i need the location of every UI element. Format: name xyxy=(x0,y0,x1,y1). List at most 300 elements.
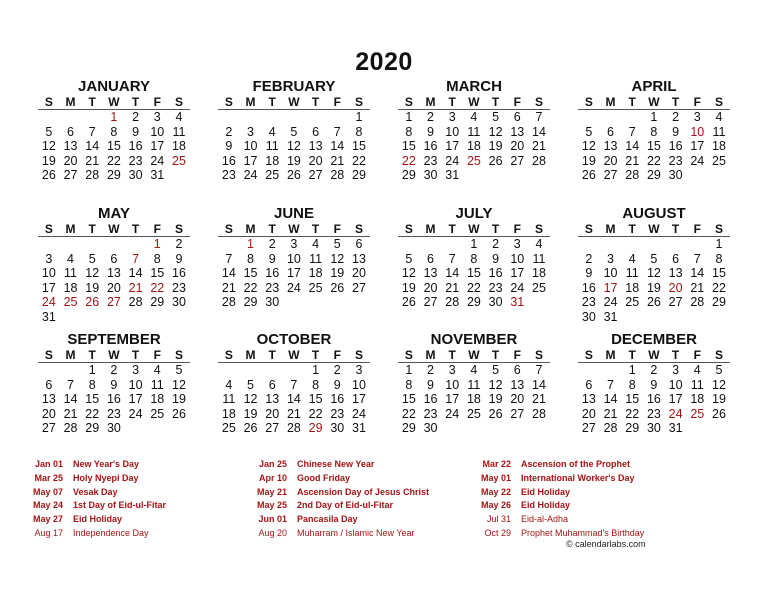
day-cell: 16 xyxy=(172,266,186,281)
week-row xyxy=(218,237,370,252)
weekday-label: M xyxy=(425,222,436,236)
holiday-name: Eid-al-Adha xyxy=(521,514,569,525)
day-cell: 20 xyxy=(265,406,280,421)
weekday-header xyxy=(38,348,190,363)
week-row xyxy=(38,310,190,325)
week-row xyxy=(218,110,370,125)
day-cell: 4 xyxy=(67,251,74,266)
day-cell: 24 xyxy=(150,153,165,168)
day-cell: 30 xyxy=(330,421,345,436)
day-cell: 12 xyxy=(41,139,56,154)
weekday-label: F xyxy=(693,222,701,236)
weekday-header xyxy=(38,222,190,237)
day-cell: 27 xyxy=(423,295,438,310)
day-cell: 3 xyxy=(693,110,701,124)
day-cell: 25 xyxy=(150,406,165,421)
day-cell: 26 xyxy=(488,406,503,421)
weekday-label: S xyxy=(224,222,233,236)
week-row xyxy=(398,252,550,267)
day-cell: 31 xyxy=(352,421,366,436)
week-row xyxy=(218,125,370,140)
day-cell: 25 xyxy=(712,153,726,168)
weekday-label: F xyxy=(693,95,701,109)
holiday-entry xyxy=(468,486,668,500)
weekday-label: W xyxy=(288,222,300,236)
day-cell: 22 xyxy=(106,153,121,168)
week-row xyxy=(218,407,370,422)
day-cell: 16 xyxy=(581,280,596,295)
month-october xyxy=(218,332,370,436)
day-cell: 6 xyxy=(672,251,680,266)
holiday-entry xyxy=(20,486,220,500)
week-row xyxy=(38,281,190,296)
day-cell: 18 xyxy=(625,280,640,295)
day-cell: 5 xyxy=(405,251,413,266)
day-cell: 1 xyxy=(650,110,658,124)
day-cell: 24 xyxy=(510,280,525,295)
holiday-entry xyxy=(244,513,444,527)
day-cell: 30 xyxy=(488,295,503,310)
holiday-date: Jul 31 xyxy=(486,514,511,525)
day-cell: 9 xyxy=(427,377,434,392)
empty-cell xyxy=(506,421,528,436)
weekday-label: T xyxy=(491,95,500,109)
day-cell: 16 xyxy=(488,266,503,281)
day-cell: 29 xyxy=(106,168,121,183)
holiday-date: Aug 17 xyxy=(34,527,63,538)
holiday-name: Eid Holiday xyxy=(73,514,123,525)
day-cell: 19 xyxy=(41,153,56,168)
day-cell: 20 xyxy=(63,153,78,168)
day-cell: 6 xyxy=(45,377,53,392)
weekday-label: S xyxy=(224,348,233,362)
week-row xyxy=(578,252,730,267)
month-march xyxy=(398,79,550,183)
day-cell: 9 xyxy=(672,124,680,139)
empty-cell xyxy=(485,421,507,436)
day-cell: 25 xyxy=(172,153,186,168)
empty-cell xyxy=(240,363,262,378)
week-row xyxy=(38,237,190,252)
day-cell: 6 xyxy=(268,377,276,392)
holiday-entry xyxy=(20,513,220,527)
credit-text: © calendarlabs.com xyxy=(566,539,646,549)
weekday-header xyxy=(398,222,550,237)
weekday-label: S xyxy=(714,348,723,362)
week-row xyxy=(578,392,730,407)
empty-cell xyxy=(125,421,147,436)
day-cell: 30 xyxy=(581,309,596,324)
day-cell: 23 xyxy=(423,406,438,421)
empty-cell xyxy=(326,295,348,310)
weekday-header xyxy=(398,95,550,110)
day-cell: 9 xyxy=(175,251,183,266)
weekday-label: M xyxy=(605,348,616,362)
day-cell: 17 xyxy=(128,392,143,407)
weekday-label: S xyxy=(404,348,413,362)
week-row xyxy=(578,378,730,393)
day-cell: 17 xyxy=(445,139,460,154)
day-cell: 2 xyxy=(427,363,434,377)
day-cell: 11 xyxy=(64,266,78,281)
day-cell: 22 xyxy=(150,280,165,295)
weekday-label: M xyxy=(605,95,616,109)
day-cell: 12 xyxy=(581,139,596,154)
day-cell: 25 xyxy=(690,406,705,421)
empty-cell xyxy=(60,110,82,125)
week-row xyxy=(218,295,370,310)
day-cell: 30 xyxy=(423,168,438,183)
day-cell: 14 xyxy=(690,266,705,281)
day-cell: 27 xyxy=(352,280,366,295)
empty-cell xyxy=(485,168,507,183)
empty-cell xyxy=(103,310,125,325)
day-cell: 12 xyxy=(646,266,661,281)
empty-cell xyxy=(708,168,730,183)
week-row xyxy=(218,266,370,281)
holiday-date: May 25 xyxy=(256,500,287,511)
day-cell: 9 xyxy=(492,251,500,266)
month-name: OCTOBER xyxy=(256,331,332,348)
day-cell: 15 xyxy=(150,266,165,281)
weekday-label: S xyxy=(584,95,593,109)
day-cell: 15 xyxy=(243,266,258,281)
day-cell: 22 xyxy=(401,406,416,421)
week-row xyxy=(38,154,190,169)
week-row xyxy=(38,407,190,422)
day-cell: 26 xyxy=(712,406,726,421)
weekday-label: T xyxy=(131,222,140,236)
day-cell: 24 xyxy=(445,406,460,421)
empty-cell xyxy=(528,421,550,436)
week-row xyxy=(218,139,370,154)
holiday-date: Oct 29 xyxy=(484,527,511,538)
day-cell: 17 xyxy=(668,392,683,407)
day-cell: 20 xyxy=(510,392,525,407)
day-cell: 27 xyxy=(265,421,280,436)
day-cell: 29 xyxy=(308,421,323,436)
day-cell: 7 xyxy=(132,251,140,266)
day-cell: 15 xyxy=(308,392,323,407)
month-august xyxy=(578,206,730,325)
weekday-label: T xyxy=(88,95,96,109)
day-cell: 28 xyxy=(532,406,546,421)
day-cell: 13 xyxy=(308,139,323,154)
weekday-header xyxy=(578,95,730,110)
day-cell: 24 xyxy=(128,406,143,421)
day-cell: 5 xyxy=(247,377,254,392)
day-cell: 21 xyxy=(63,406,78,421)
day-cell: 23 xyxy=(172,280,186,295)
holiday-column xyxy=(468,458,668,541)
day-cell: 10 xyxy=(150,124,165,139)
day-cell: 23 xyxy=(668,153,683,168)
holiday-name: New Year's Day xyxy=(73,459,140,469)
holiday-name: Ascension Day of Jesus Christ xyxy=(297,486,430,497)
day-cell: 29 xyxy=(85,421,100,436)
day-cell: 1 xyxy=(312,363,320,377)
week-row xyxy=(398,295,550,310)
day-cell: 22 xyxy=(243,280,258,295)
day-cell: 17 xyxy=(150,139,165,154)
day-cell: 6 xyxy=(312,124,320,139)
day-cell: 20 xyxy=(668,280,683,295)
day-cell: 12 xyxy=(330,251,345,266)
empty-cell xyxy=(168,310,190,325)
empty-cell xyxy=(218,110,240,125)
weekday-label: F xyxy=(513,222,521,236)
month-name: DECEMBER xyxy=(611,331,697,348)
empty-cell xyxy=(305,295,327,310)
empty-cell xyxy=(81,110,103,125)
day-cell: 1 xyxy=(247,237,254,251)
weekday-label: F xyxy=(333,95,341,109)
day-cell: 1 xyxy=(628,363,636,377)
day-cell: 7 xyxy=(628,124,636,139)
day-cell: 10 xyxy=(243,139,258,154)
empty-cell xyxy=(125,310,147,325)
day-cell: 24 xyxy=(668,406,683,421)
day-cell: 25 xyxy=(221,421,236,436)
day-cell: 4 xyxy=(470,110,478,124)
weekday-label: S xyxy=(584,348,593,362)
empty-cell xyxy=(665,237,687,252)
weekday-label: T xyxy=(628,348,636,362)
empty-cell xyxy=(441,421,463,436)
week-row xyxy=(578,281,730,296)
weekday-label: M xyxy=(65,348,76,362)
holiday-entry xyxy=(244,486,444,500)
week-row xyxy=(398,125,550,140)
day-cell: 9 xyxy=(110,377,118,392)
empty-cell xyxy=(168,168,190,183)
day-cell: 21 xyxy=(603,406,618,421)
day-cell: 20 xyxy=(603,153,618,168)
day-cell: 18 xyxy=(172,139,186,154)
day-cell: 8 xyxy=(470,251,478,266)
day-cell: 1 xyxy=(715,237,723,251)
empty-cell xyxy=(218,237,240,252)
holiday-name: Ascension of the Prophet xyxy=(521,459,631,469)
day-cell: 5 xyxy=(45,124,53,139)
weekday-label: M xyxy=(245,348,256,362)
day-cell: 4 xyxy=(693,363,701,377)
week-row xyxy=(218,378,370,393)
day-cell: 21 xyxy=(330,153,345,168)
day-cell: 23 xyxy=(128,153,143,168)
day-cell: 28 xyxy=(625,168,640,183)
day-cell: 7 xyxy=(88,124,96,139)
day-cell: 23 xyxy=(330,406,345,421)
day-cell: 30 xyxy=(646,421,661,436)
day-cell: 23 xyxy=(646,406,661,421)
day-cell: 1 xyxy=(88,363,96,377)
weekday-label: W xyxy=(648,222,660,236)
weekday-label: S xyxy=(354,348,363,362)
day-cell: 18 xyxy=(221,406,236,421)
week-row xyxy=(38,110,190,125)
empty-cell xyxy=(261,363,283,378)
day-cell: 17 xyxy=(41,280,56,295)
day-cell: 6 xyxy=(67,124,74,139)
weekday-label: W xyxy=(108,222,120,236)
day-cell: 21 xyxy=(221,280,236,295)
week-row xyxy=(398,421,550,436)
day-cell: 3 xyxy=(247,124,254,139)
month-january xyxy=(38,79,190,183)
holiday-entry xyxy=(244,458,444,472)
day-cell: 28 xyxy=(85,168,100,183)
week-row xyxy=(38,421,190,436)
day-cell: 8 xyxy=(153,251,161,266)
day-cell: 29 xyxy=(150,295,165,310)
weekday-label: T xyxy=(88,348,96,362)
holiday-date: May 26 xyxy=(480,500,511,511)
day-cell: 6 xyxy=(513,363,521,377)
weekday-label: W xyxy=(288,348,300,362)
holiday-date: Aug 20 xyxy=(258,527,287,538)
day-cell: 26 xyxy=(581,168,596,183)
day-cell: 14 xyxy=(330,139,345,154)
holiday-date: May 24 xyxy=(32,500,63,511)
day-cell: 3 xyxy=(132,363,140,377)
month-september xyxy=(38,332,190,436)
day-cell: 18 xyxy=(63,280,78,295)
day-cell: 25 xyxy=(625,295,640,310)
day-cell: 14 xyxy=(85,139,100,154)
day-cell: 8 xyxy=(355,124,363,139)
empty-cell xyxy=(621,310,643,325)
day-cell: 26 xyxy=(401,295,416,310)
weekday-label: T xyxy=(671,348,680,362)
empty-cell xyxy=(686,421,708,436)
holiday-column xyxy=(20,458,220,541)
empty-cell xyxy=(708,310,730,325)
day-cell: 4 xyxy=(312,237,320,251)
day-cell: 8 xyxy=(628,377,636,392)
day-cell: 23 xyxy=(265,280,280,295)
month-name: JUNE xyxy=(273,205,314,222)
week-row xyxy=(218,154,370,169)
week-row xyxy=(218,392,370,407)
empty-cell xyxy=(398,237,420,252)
day-cell: 19 xyxy=(488,139,503,154)
day-cell: 2 xyxy=(427,110,434,124)
day-cell: 24 xyxy=(352,406,366,421)
day-cell: 16 xyxy=(646,392,661,407)
week-row xyxy=(578,363,730,378)
weekday-label: T xyxy=(311,348,320,362)
day-cell: 5 xyxy=(290,124,298,139)
day-cell: 23 xyxy=(581,295,596,310)
weekday-label: S xyxy=(404,95,413,109)
day-cell: 6 xyxy=(513,110,521,124)
empty-cell xyxy=(621,110,643,125)
day-cell: 5 xyxy=(88,251,96,266)
day-cell: 27 xyxy=(668,295,683,310)
day-cell: 18 xyxy=(308,266,323,281)
weekday-label: S xyxy=(174,95,183,109)
day-cell: 20 xyxy=(106,280,121,295)
holiday-entry xyxy=(468,458,668,472)
day-cell: 28 xyxy=(690,295,705,310)
day-cell: 21 xyxy=(128,280,143,295)
day-cell: 3 xyxy=(448,110,456,124)
day-cell: 11 xyxy=(532,251,546,266)
day-cell: 4 xyxy=(175,110,183,124)
day-cell: 31 xyxy=(150,168,165,183)
day-cell: 15 xyxy=(106,139,121,154)
holiday-name: Vesak Day xyxy=(73,486,118,497)
weekday-header xyxy=(218,348,370,363)
day-cell: 18 xyxy=(712,139,726,154)
day-cell: 20 xyxy=(308,153,323,168)
day-cell: 11 xyxy=(625,266,639,281)
weekday-label: W xyxy=(108,348,120,362)
weekday-label: W xyxy=(648,348,660,362)
day-cell: 6 xyxy=(427,251,434,266)
day-cell: 30 xyxy=(423,421,438,436)
weekday-label: F xyxy=(693,348,701,362)
week-row xyxy=(398,407,550,422)
day-cell: 1 xyxy=(153,237,161,251)
day-cell: 4 xyxy=(628,251,636,266)
holiday-column xyxy=(244,458,444,541)
day-cell: 11 xyxy=(690,377,704,392)
day-cell: 22 xyxy=(308,406,323,421)
day-cell: 16 xyxy=(423,139,438,154)
day-cell: 3 xyxy=(448,363,456,377)
empty-cell xyxy=(463,421,485,436)
holiday-date: May 22 xyxy=(480,486,511,497)
holiday-date: May 27 xyxy=(32,514,63,525)
weekday-label: T xyxy=(491,222,500,236)
weekday-label: F xyxy=(333,348,341,362)
day-cell: 6 xyxy=(355,237,363,251)
day-cell: 17 xyxy=(603,280,618,295)
holiday-date: Apr 10 xyxy=(258,472,287,483)
empty-cell xyxy=(283,110,305,125)
empty-cell xyxy=(420,237,442,252)
weekday-label: S xyxy=(174,222,183,236)
holiday-name: Eid Holiday xyxy=(521,500,571,511)
day-cell: 17 xyxy=(243,153,258,168)
day-cell: 1 xyxy=(110,110,118,124)
day-cell: 18 xyxy=(150,392,165,407)
holiday-name: Muharram / Islamic New Year xyxy=(297,527,415,538)
day-cell: 8 xyxy=(88,377,96,392)
empty-cell xyxy=(441,237,463,252)
day-cell: 8 xyxy=(405,377,413,392)
day-cell: 2 xyxy=(175,237,183,251)
day-cell: 14 xyxy=(63,392,78,407)
day-cell: 2 xyxy=(132,110,140,124)
week-row xyxy=(38,168,190,183)
day-cell: 2 xyxy=(225,124,233,139)
day-cell: 21 xyxy=(445,280,460,295)
month-name: JANUARY xyxy=(78,78,150,95)
day-cell: 10 xyxy=(352,377,366,392)
week-row xyxy=(218,252,370,267)
day-cell: 2 xyxy=(268,237,276,251)
day-cell: 10 xyxy=(668,377,683,392)
empty-cell xyxy=(528,168,550,183)
holiday-entry xyxy=(468,513,668,527)
weekday-label: S xyxy=(534,348,543,362)
day-cell: 2 xyxy=(672,110,680,124)
day-cell: 3 xyxy=(45,251,53,266)
day-cell: 16 xyxy=(221,153,236,168)
